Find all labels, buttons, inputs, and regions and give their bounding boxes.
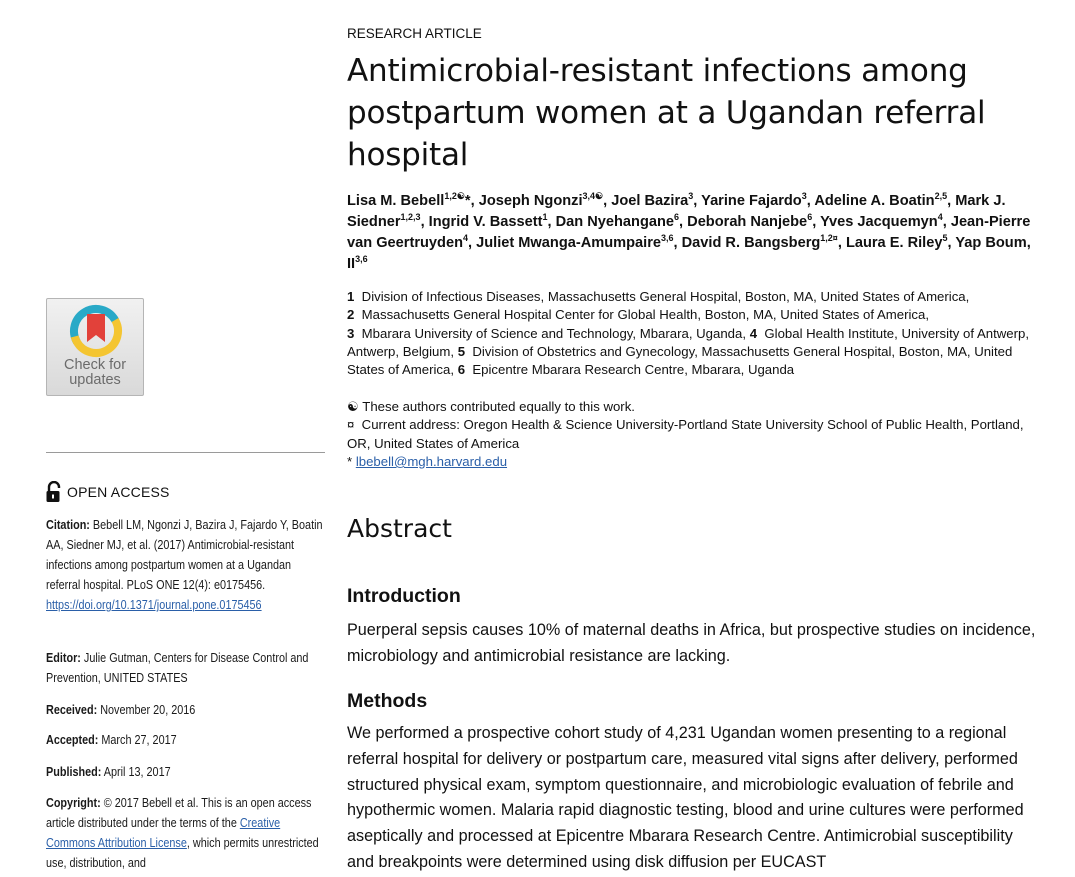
author-affiliation-marks: 6: [807, 212, 813, 222]
citation-label: Citation:: [46, 518, 90, 532]
author-entry: [814, 193, 955, 209]
author-entry: [479, 193, 611, 209]
citation-doi-link[interactable]: https://doi.org/10.1371/journal.pone.0175456: [46, 598, 262, 612]
author-separator: ,: [806, 193, 815, 209]
accepted-label: Accepted:: [46, 733, 99, 747]
author-separator: ,: [693, 193, 702, 209]
author-name[interactable]: Ingrid V. Bassett: [428, 214, 543, 230]
author-affiliation-marks: 4: [462, 233, 468, 243]
affiliation-text: Division of Obstetrics and Gynecology, Massachusetts General Hospital, Boston, MA, United States of America,: [347, 343, 1013, 378]
author-name[interactable]: Laura E. Riley: [845, 235, 943, 251]
author-affiliation-marks: 3,6: [355, 254, 368, 264]
methods-heading: Methods: [347, 690, 428, 712]
affiliation-number: 6: [457, 362, 466, 378]
author-name[interactable]: Joel Bazira: [611, 193, 689, 209]
author-affiliation-marks: 5: [942, 233, 948, 243]
author-affiliation-marks: 2,5: [934, 191, 948, 201]
author-affiliation-marks: 1,2,3: [400, 212, 421, 222]
affiliation-text: Massachusetts General Hospital Center for Global Health, Boston, MA, United States of America,: [361, 307, 929, 323]
author-separator: ,: [679, 214, 688, 230]
editor-block: [46, 648, 326, 688]
author-list: [347, 191, 1047, 275]
author-separator: ,: [947, 193, 956, 209]
introduction-heading: Introduction: [347, 585, 461, 607]
affiliation-text: Epicentre Mbarara Research Centre, Mbarara, Uganda: [472, 362, 795, 378]
open-lock-icon: [46, 481, 63, 503]
author-entry: [347, 193, 479, 209]
sidebar-divider: [46, 452, 325, 453]
author-entry: [687, 214, 820, 230]
published-date: April 13, 2017: [103, 765, 171, 779]
author-affiliation-marks: 3: [801, 191, 807, 201]
current-address-text: Current address: Oregon Health & Science University-Portland State University School of Public Health, Portland, OR, United States of America: [347, 417, 1024, 451]
equal-contribution-text: These authors contributed equally to this work.: [362, 399, 635, 414]
author-name[interactable]: Deborah Nanjebe: [687, 214, 808, 230]
accepted-date: March 27, 2017: [101, 733, 177, 747]
author-separator: ,: [547, 214, 556, 230]
email-note: [347, 453, 1037, 471]
citation-text: Bebell LM, Ngonzi J, Bazira J, Fajardo Y, Boatin AA, Siedner MJ, et al. (2017) Antimicrobial-resistant infections among postpartum women at a Ugandan referral hospital. PLoS ONE 12(4): e0175456.: [46, 518, 323, 592]
author-email-link[interactable]: lbebell@mgh.harvard.edu: [355, 453, 508, 469]
article-title: Antimicrobial-resistant infections among postpartum women at a Ugandan referral hospital: [347, 53, 986, 173]
affiliation-number: 1: [347, 289, 355, 304]
affiliation-item: [347, 307, 929, 322]
published-block: [46, 762, 326, 782]
methods-text: We performed a prospective cohort study of 4,231 Ugandan women presenting to a regional referral hospital for delivery or postpartum care, measured vital signs after delivery, performed structured physical exam, symptom questionnaire, and microbiologic evaluation of febrile and hypothermic women. Malaria rapid diagnostic testing, blood and urine cultures were performed aseptically and processed at Epicentre Mbarara Research Centre. Antimicrobial susceptibility and breakpoints were determined using disk diffusion per EUCAST: [347, 724, 1024, 871]
author-separator: ,: [947, 235, 956, 251]
accepted-block: [46, 730, 326, 750]
author-entry: [611, 193, 701, 209]
author-entry: [682, 235, 846, 251]
affiliation-number: 2: [347, 307, 355, 323]
author-name[interactable]: Juliet Mwanga-Amumpaire: [476, 235, 661, 251]
affiliation-item: [347, 289, 969, 304]
copyright-label: Copyright:: [46, 796, 101, 810]
author-name[interactable]: Lisa M. Bebell: [347, 193, 445, 209]
affiliation-number: 3: [347, 325, 355, 341]
equal-contribution-note: [347, 398, 1037, 416]
cc-license-link[interactable]: Creative Commons Attribution License: [46, 816, 281, 850]
author-entry: [701, 193, 814, 209]
badge-line-2: updates: [69, 372, 121, 388]
author-name[interactable]: Yap Boum, II: [347, 235, 1031, 272]
author-entry: [476, 235, 682, 251]
author-separator: ,: [673, 235, 682, 251]
received-date: November 20, 2016: [100, 703, 196, 717]
editor-label: Editor:: [46, 651, 81, 665]
author-separator: ,: [420, 214, 429, 230]
author-name[interactable]: Dan Nyehangane: [555, 214, 675, 230]
author-entry: [846, 235, 955, 251]
author-affiliation-marks: 3,4☯: [582, 191, 604, 201]
author-affiliation-marks: 1: [542, 212, 548, 222]
citation-block: [46, 515, 326, 615]
author-separator: ,: [812, 214, 821, 230]
author-affiliation-marks: 1,2☯: [444, 191, 465, 201]
author-name[interactable]: Adeline A. Boatin: [814, 193, 935, 209]
author-affiliation-marks: 4: [937, 212, 943, 222]
badge-line-1: Check for: [63, 357, 127, 373]
author-entry: [820, 214, 951, 230]
affiliation-item: [458, 362, 794, 377]
author-name[interactable]: Yarine Fajardo: [701, 193, 802, 209]
author-affiliation-marks: 1,2¤: [820, 233, 838, 243]
published-label: Published:: [46, 765, 102, 779]
author-affiliation-marks: 6: [674, 212, 680, 222]
received-block: [46, 700, 326, 720]
author-affiliation-marks: 3,6: [661, 233, 674, 243]
author-separator: ,: [942, 214, 951, 230]
introduction-text: Puerperal sepsis causes 10% of maternal deaths in Africa, but prospective studies on incidence, microbiology and antimicrobial resistance are lacking.: [347, 621, 1036, 665]
current-address-note: [347, 416, 1037, 453]
badge-label: [47, 358, 143, 388]
current-address-symbol: ¤: [347, 417, 355, 433]
author-separator: ,: [468, 235, 477, 251]
author-notes: [347, 398, 1037, 471]
equal-contribution-symbol: ☯: [347, 399, 359, 414]
affiliations: [347, 288, 1037, 379]
received-label: Received:: [46, 703, 98, 717]
check-for-updates-badge[interactable]: [46, 298, 144, 396]
open-access-label: [46, 480, 170, 504]
email-symbol: *: [347, 453, 353, 469]
author-name[interactable]: Mark J. Siedner: [347, 193, 1006, 230]
crossmark-icon: [69, 304, 123, 358]
author-name[interactable]: Joseph Ngonzi: [478, 193, 583, 209]
author-name[interactable]: Jean-Pierre van Geertruyden: [347, 214, 1031, 251]
copyright-text: © 2017 Bebell et al. This is an open access article distributed under the terms of the: [46, 796, 312, 830]
affiliation-number: 5: [457, 343, 466, 359]
author-entry: [429, 214, 556, 230]
open-access-text: OPEN ACCESS: [67, 484, 170, 500]
author-separator: *,: [464, 193, 479, 209]
author-separator: ,: [603, 193, 612, 209]
author-name[interactable]: Yves Jacquemyn: [820, 214, 938, 230]
editor-text: Julie Gutman, Centers for Disease Control and Prevention, UNITED STATES: [46, 651, 309, 685]
affiliation-text: Mbarara University of Science and Technology, Mbarara, Uganda,: [361, 325, 747, 341]
author-separator: ,: [837, 235, 846, 251]
copyright-tail: , which permits unrestricted use, distribution, and: [46, 836, 319, 870]
affiliation-text: Global Health Institute, University of Antwerp, Antwerp, Belgium,: [347, 325, 1029, 359]
article-type: RESEARCH ARTICLE: [347, 26, 482, 41]
author-entry: [556, 214, 688, 230]
affiliation-text: Division of Infectious Diseases, Massachusetts General Hospital, Boston, MA, United States of America,: [361, 289, 970, 304]
abstract-heading: Abstract: [347, 514, 452, 543]
author-affiliation-marks: 3: [688, 191, 694, 201]
affiliation-number: 4: [749, 325, 758, 341]
affiliation-item: [347, 326, 750, 341]
author-name[interactable]: David R. Bangsberg: [681, 235, 821, 251]
copyright-block: [46, 793, 326, 873]
